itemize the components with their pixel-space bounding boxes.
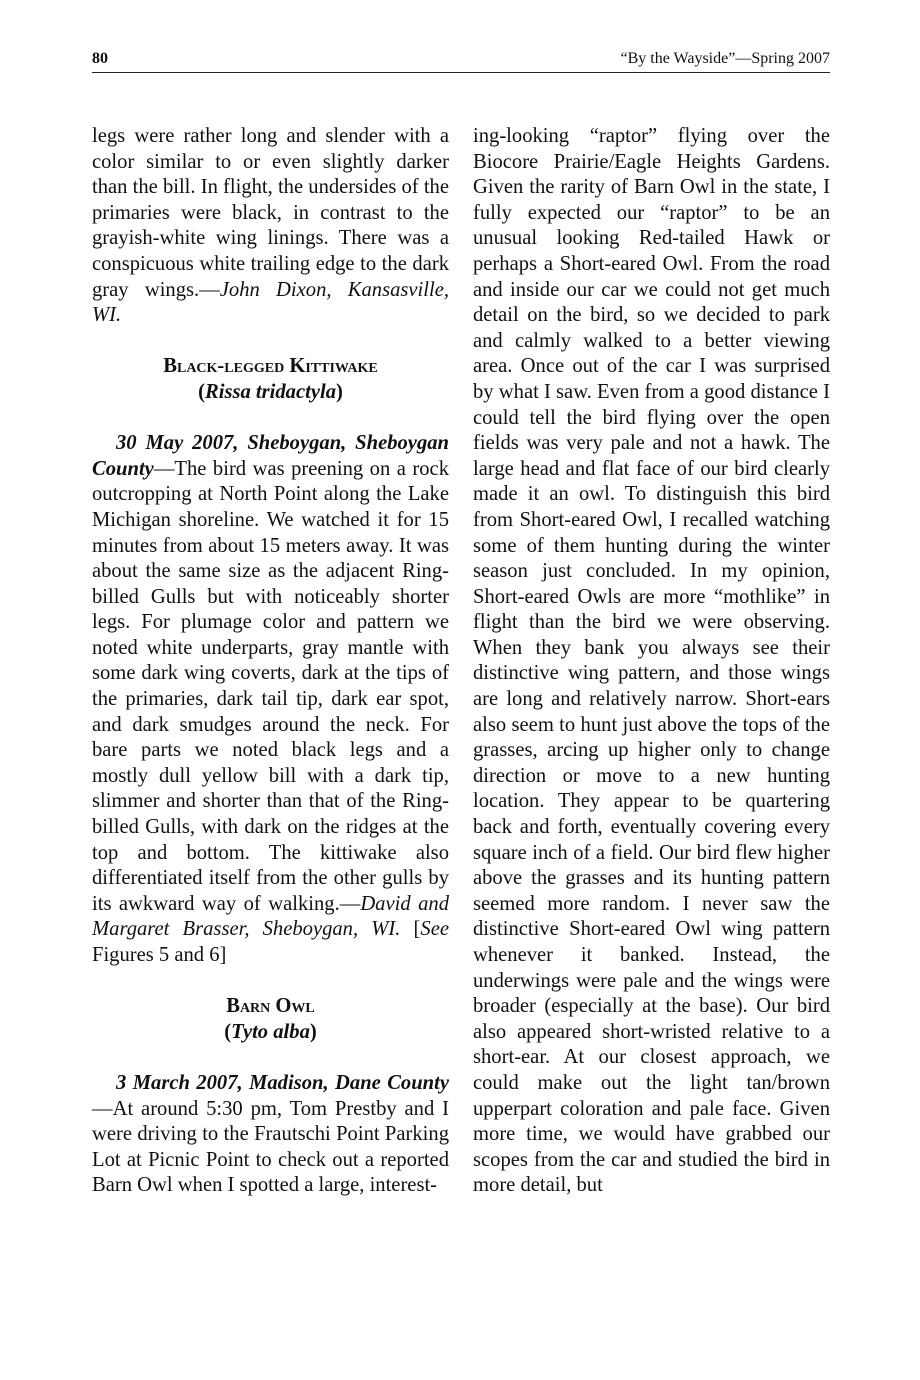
figure-ref-text: Figures 5 and 6] bbox=[92, 944, 227, 966]
running-header bbox=[92, 48, 830, 70]
report-dateline: 3 March 2007, Madison, Dane County bbox=[116, 1071, 449, 1094]
paragraph-text: legs were rather long and slender with a color similar to or even slightly darker than the bill. In flight, the undersides of the primaries were black, in contrast to the grayish-white wing linings. There was a conspicuous white trailing edge to the dark gray wings.— bbox=[92, 125, 449, 301]
page-number: 80 bbox=[92, 50, 108, 67]
report-dateline: 30 May 2007, Sheboygan, Sheboygan County bbox=[92, 432, 449, 480]
species-scientific-name-line bbox=[92, 380, 449, 406]
species-heading-barn-owl bbox=[92, 994, 449, 1045]
running-title: “By the Wayside”—Spring 2007 bbox=[620, 50, 830, 67]
header-rule bbox=[92, 72, 830, 73]
left-column bbox=[92, 124, 449, 1199]
right-column bbox=[473, 124, 830, 1199]
species-scientific-name: Tyto alba bbox=[231, 1020, 310, 1043]
paragraph-barn-owl-continued: ing-looking “raptor” flying over the Biocore Prairie/Eagle Heights Gardens. Given the rarity of Barn Owl in the state, I fully expected our “raptor” to be an unusual looking Red-tailed Hawk or perhaps a Short-eared Owl. From the road and inside our car we could not get much detail on the bird, so we decided to park and calmly walked to a better viewing area. Once out of the car I was surprised by what I saw. Even from a good distance I could tell the bird flying over the open fields was very pale and not a hawk. The large head and flat face of our bird clearly made it an owl. To distinguish this bird from Short-eared Owl, I recalled watching some of them hunting during the winter season just concluded. In my opinion, Short-eared Owls are more “mothlike” in flight than the bird we were observing. When they bank you always see their distinctive wing pattern, and those wings are long and relatively narrow. Short-ears also seem to hunt just above the tops of the grasses, arcing up higher only to change direction or move to a new hunting location. They appear to be quartering back and forth, eventually covering every square inch of a field. Our bird flew higher above the grasses and its hunting pattern seemed more random. I never saw the distinctive Short-eared Owl wing pattern whenever it banked. Instead, the underwings were pale and the wings were broader (especially at the base). Our bird also appeared short-wristed relative to a short-ear. At our closest approach, we could make out the light tan/brown upperpart coloration and pale face. Given more time, we would have grabbed our scopes from the car and studied the bird in more detail, but bbox=[473, 125, 830, 1197]
paren-open: ( bbox=[198, 380, 205, 403]
paren-open: ( bbox=[224, 1020, 232, 1043]
paragraph-kittiwake-report bbox=[92, 431, 449, 968]
species-common-name: Barn Owl bbox=[226, 995, 315, 1018]
species-common-name: Black-legged Kittiwake bbox=[163, 355, 378, 378]
figure-ref-see: See bbox=[420, 918, 449, 941]
figure-ref-open: [ bbox=[400, 918, 421, 941]
species-scientific-name: Rissa tridactyla bbox=[204, 380, 336, 403]
observer-credit: John Dixon, Kansasville, WI. bbox=[92, 278, 450, 327]
paragraph-text: —The bird was preening on a rock outcropping at North Point along the Lake Michigan shoreline. We watched it for 15 minutes from about 15 meters away. It was about the same size as the adjacent Ring-billed Gulls but with noticeably shorter legs. For plumage color and pattern we noted white underparts, gray mantle with some dark wing coverts, dark at the tips of the primaries, dark tail tip, dark ear spot, and dark smudges around the neck. For bare parts we noted black legs and a mostly dull yellow bill with a dark tip, slimmer and shorter than that of the Ring-billed Gulls, with dark on the ridges at the top and bottom. The kittiwake also differentiated itself from the other gulls by its awkward way of walking.— bbox=[92, 457, 449, 915]
observer-credit: David and Margaret Brasser, Sheboygan, WI. bbox=[92, 892, 449, 941]
species-scientific-name-line bbox=[92, 1020, 449, 1046]
paragraph-dixon-continued bbox=[92, 124, 449, 329]
paren-close: ) bbox=[309, 1020, 317, 1043]
species-heading-kittiwake bbox=[92, 354, 449, 405]
paren-close: ) bbox=[336, 380, 343, 403]
paragraph-barn-owl-report bbox=[92, 1071, 449, 1199]
paragraph-text: —At around 5:30 pm, Tom Prestby and I were driving to the Frautschi Point Parking Lot at Picnic Point to check out a reported Barn Owl when I spotted a large, interest- bbox=[92, 1097, 449, 1197]
